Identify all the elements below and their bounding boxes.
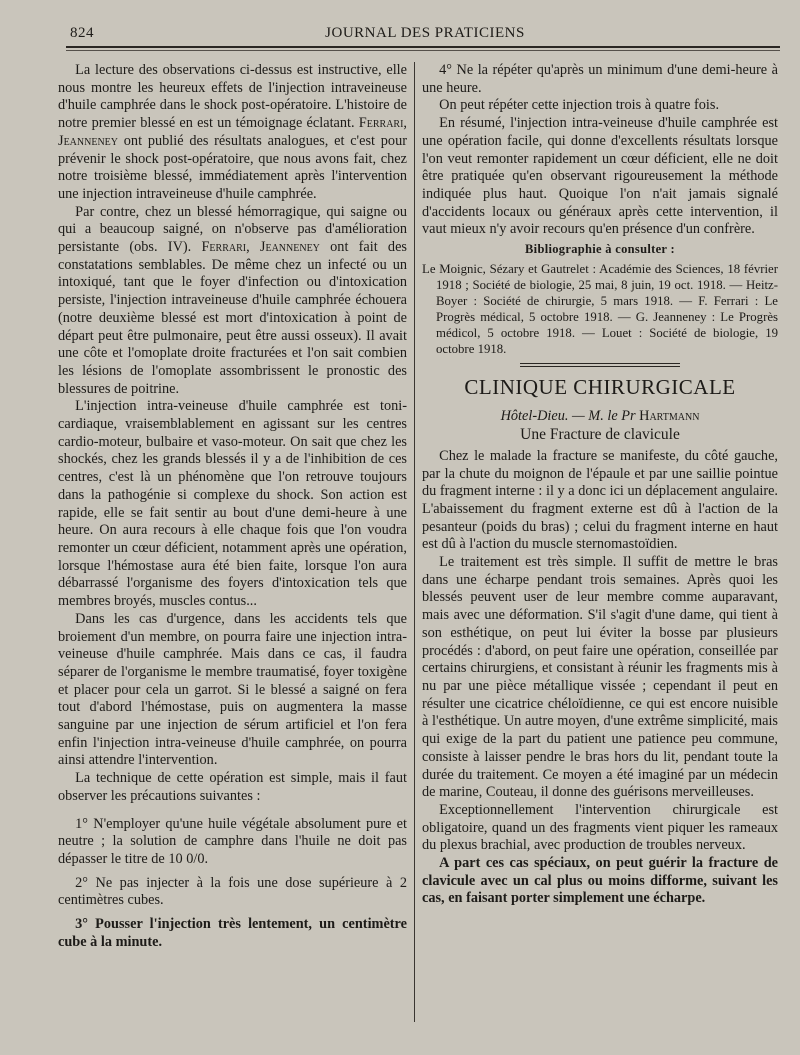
precaution-3: 3° Pousser l'injection très lentement, un centimètre cube à la minute. bbox=[58, 916, 407, 950]
paragraph-repeat: On peut répéter cette injection trois à quatre fois. bbox=[439, 97, 720, 114]
paragraph-injection: L'injection intra-veineuse d'huile camphrée est toni-cardiaque, vraisemblablement en agissant sur les centres cardio-moteur, bulbaire et vaso-moteur. On sait que chez les shockés, chez les grands blessés il y a de l'inhibition de ces centres, c'est là un phénomène que l'on retrouve toujours dans la pathogénie si complexe du shock. Son action est rapide, elle se fait sentir au bout d'une demi-heure à une heure. On aura recours à elle chaque fois que l'on voudra remonter un cœur déficient, notamment après une opération, lorsque l'hémostase aura été bien faite, lorsque l'on aura débarrassé l'organisme des foyers d'intoxication tels que membres broyés, muscles contus... bbox=[58, 398, 407, 610]
paragraph-part: A part ces cas spéciaux, on peut guérir la fracture de clavicule avec un cal plus ou moins difforme, suivant les cas, en faisant porter simplement une écharpe. bbox=[422, 855, 778, 907]
section-separator-2 bbox=[520, 366, 680, 367]
page-header bbox=[70, 22, 780, 46]
bibliography-heading: Bibliographie à consulter : bbox=[525, 242, 675, 257]
bibliography-text: Le Moignic, Sézary et Gautrelet : Académie des Sciences, 18 février 1918 ; Société de biologie, 25 mai, 8 juin, 19 oct. 1918. — Heitz-Boyer : Société de chirurgie, 5 mars 1918. — F. Ferrari : Le Progrès médical, 5 octobre 1918. — G. Jeanneney : Le Progrès médicol, 5 octobre 1918. — Louet : Société de biologie, 19 octobre 1918. bbox=[422, 261, 778, 356]
journal-title: JOURNAL DES PRATICIENS bbox=[325, 25, 525, 41]
right-column bbox=[422, 62, 778, 908]
paragraph-exception: Exceptionnellement l'intervention chirurgicale est obligatoire, quand un des fragments vient piquer les rameaux du plexus brachial, avec production de troubles nerveux. bbox=[422, 801, 778, 854]
author-ferrari-2: Ferrari bbox=[201, 239, 247, 256]
hospital-line: Hôtel-Dieu. — M. le Pr Hartmann bbox=[500, 408, 700, 425]
header-rule-thin bbox=[66, 50, 780, 51]
section-title: CLINIQUE CHIRURGICALE bbox=[464, 374, 736, 399]
precaution-2: 2° Ne pas injecter à la fois une dose supérieure à 2 centimètres cubes. bbox=[58, 874, 407, 909]
author-jeanneney: Jeanneney bbox=[58, 132, 118, 149]
left-column bbox=[58, 62, 407, 951]
page-number: 824 bbox=[70, 25, 94, 41]
paragraph-lecture: La lecture des observations ci-dessus est instructive, elle nous montre les heureux effets de l'injection intraveineuse d'huile camphrée dans le shock post-opératoire. L'histoire de notre premier blessé en est un témoignage éclatant. Ferrari, Jeanneney ont publié des résultats analogues, et c'est pour prévenir le shock post-opératoire, que nous avons fait, chez notre troisième blessé, immédiatement après l'intervention une injection intraveineuse d'huile camphrée. bbox=[58, 62, 407, 202]
article-title: Une Fracture de clavicule bbox=[520, 426, 680, 444]
paragraph-chez: Chez le malade la fracture se manifeste, du côté gauche, par la chute du moignon de l'épaule et par une saillie pointue du fragment interne : il y a donc ici un déplacement angulaire. L'abaissement du fragment externe est dû à l'action de la pesanteur (poids du bras) ; celui du fragment interne en haut est dû à l'action du muscle sternomastoïdien. bbox=[422, 447, 778, 553]
column-divider bbox=[414, 62, 415, 1022]
paragraph-urgence: Dans les cas d'urgence, dans les accidents tels que broiement d'un membre, on pourra faire une injection intra-veineuse d'huile camphrée. Mais dans ce cas, il faudra séparer de l'organisme le membre traumatisé, foyer toxigène et placer pour cela un garrot. Si le blessé a saigné on fera tout d'abord l'hémostase, puis on augmentera la masse sanguine par une injection de sérum artificiel et l'on fera enfin l'injection intra-veineuse d'huile camphrée, on pourra ainsi attendre l'intervention. bbox=[58, 610, 407, 769]
paragraph-contre: Par contre, chez un blessé hémorragique, qui saigne ou qui a beaucoup saigné, on n'observe pas d'amélioration persistante (obs. IV). Ferrari, Jeanneney ont fait des constatations semblables. De même chez un infecté ou un intoxiqué, tant que le foyer d'infection ou d'intoxication persiste, l'injection intraveineuse d'huile camphrée échouera (notre deuxième blessé est mort d'intoxication à point de départ peut être pulmonaire, peut être aussi osseux). Il avait une côte et l'omoplate droite fracturées et l'on sait combien les lésions de l'omoplate assombrissent le pronostic des blessures de poitrine. bbox=[58, 203, 407, 397]
paragraph-traitement: Le traitement est très simple. Il suffit de mettre le bras dans une écharpe pendant trois semaines. Après quoi les blessés peuvent user de leur membre comme auparavant, mais avec une déformation. S'il s'agit d'une dame, qui tient à son esthétique, on peut lui éviter la bosse par plusieurs procédés : d'abord, on peut faire une opération, conseillée par certains chirurgiens, et consistant à réunir les fragments mis à nu par une pièce métallique vissée ; cependant il peut en résulter une cicatrice chéloïdienne, ce qui est encore nuisible à l'esthétique. Un autre moyen, d'une extrême simplicité, mais qui exige de la part du patient une patience peu commune, consiste à laisser pendre le bras hors du lit, pendant toute la durée du traitement. Ce moyen a été imaginé par un médecin de marine, Couteau, il donne des guérisons merveilleuses. bbox=[422, 554, 778, 801]
header-rule bbox=[66, 46, 780, 48]
professor-name: Hartmann bbox=[639, 408, 700, 425]
paragraph-technique: La technique de cette opération est simple, mais il faut observer les précautions suivantes : bbox=[58, 770, 407, 804]
author-jeanneney-2: Jeanneney bbox=[259, 239, 320, 256]
precaution-1: 1° N'employer qu'une huile végétale absolument pure et neutre ; la solution de camphre dans l'huile ne doit pas dépasser le titre de 10 0/0. bbox=[58, 815, 407, 867]
paragraph-resume: En résumé, l'injection intra-veineuse d'huile camphrée est une opération facile, qui donne d'excellents résultats lorsque l'on veut remonter rapidement un cœur déficient, elle ne doit être pratiquée qu'en observant rigoureusement la méthode indiquée plus haut. Quoique l'on n'ait jamais signalé d'accidents locaux ou généraux après cette intervention, il vaut mieux n'y avoir recours qu'en présence d'un confrère. bbox=[422, 115, 778, 238]
author-ferrari: Ferrari bbox=[358, 115, 404, 132]
precaution-4: 4° Ne la répéter qu'après un minimum d'une demi-heure à une heure. bbox=[422, 62, 778, 96]
section-separator bbox=[520, 363, 680, 364]
